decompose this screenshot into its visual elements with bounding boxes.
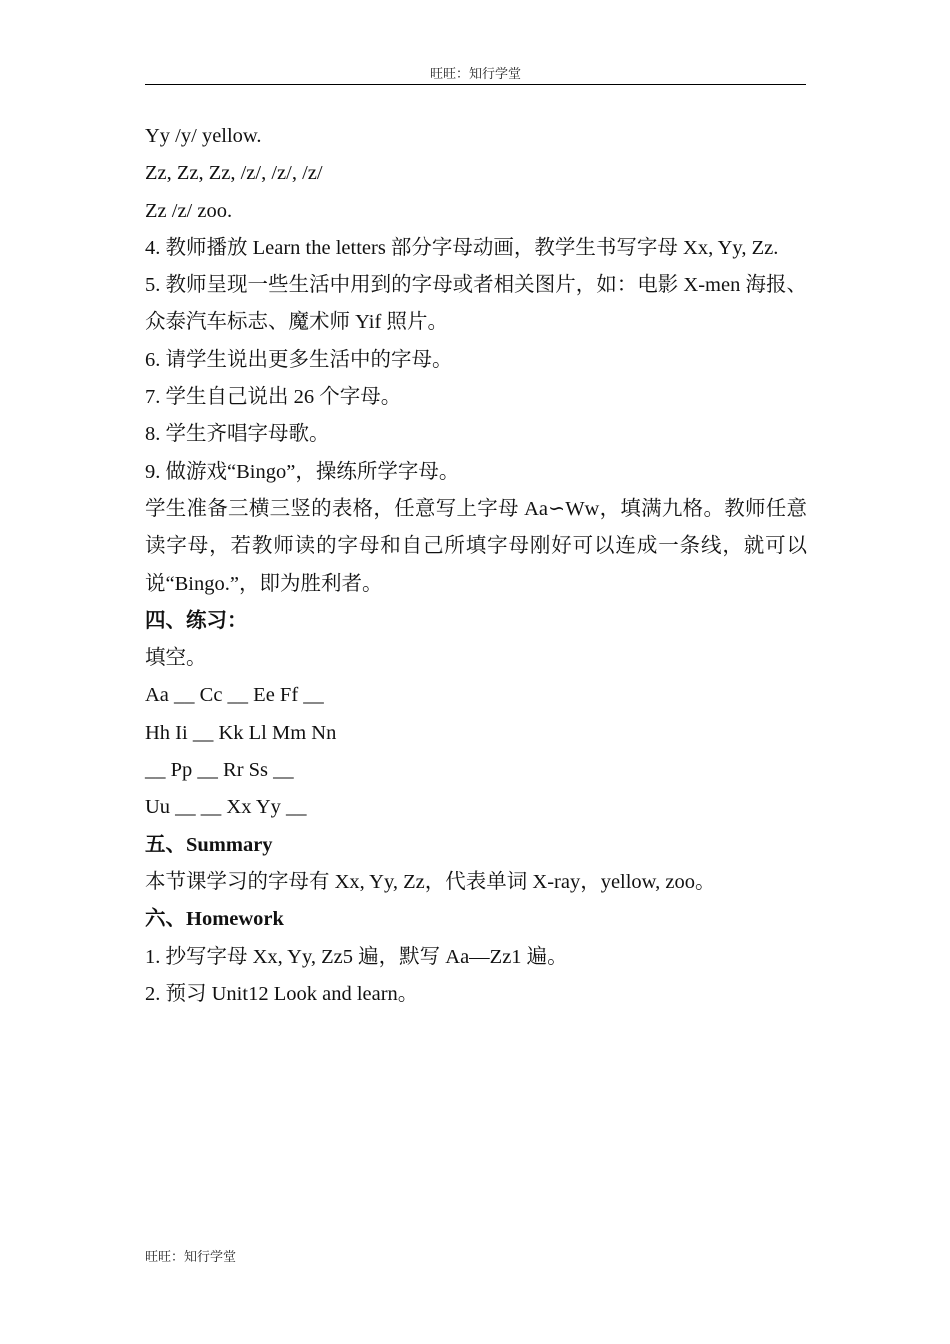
section-heading-summary: 五、Summary: [145, 833, 273, 856]
homework-line: 2. 预习 Unit12 Look and learn。: [145, 982, 419, 1005]
body-line: 4. 教师播放 Learn the letters 部分字母动画，教学生书写字母 Xx, Yy, Zz.: [145, 236, 779, 259]
document-body: [145, 118, 807, 1013]
exercise-intro: 填空。: [145, 647, 207, 670]
body-line: 学生准备三横三竖的表格，任意写上字母 Aa∽Ww，填满九格。教师任意读字母，若教师读的字母和自己所填字母刚好可以连成一条线，就可以说“Bingo.”，即为胜利者。: [145, 497, 807, 595]
body-line: Zz /z/ zoo.: [145, 199, 233, 222]
homework-line: 1. 抄写字母 Xx, Yy, Zz5 遍，默写 Aa—Zz1 遍。: [145, 945, 568, 968]
exercise-line: Hh Ii __ Kk Ll Mm Nn: [145, 721, 337, 744]
body-line: 5. 教师呈现一些生活中用到的字母或者相关图片，如：电影 X-men 海报、众泰汽车标志、魔术师 Yif 照片。: [145, 274, 807, 334]
summary-text: 本节课学习的字母有 Xx, Yy, Zz，代表单词 X-ray，yellow, zoo。: [145, 870, 716, 893]
body-line: Yy /y/ yellow.: [145, 125, 262, 147]
exercise-line: Aa __ Cc __ Ee Ff __: [145, 684, 324, 707]
body-line: 9. 做游戏“Bingo”，操练所学字母。: [145, 460, 460, 483]
body-line: 8. 学生齐唱字母歌。: [145, 423, 330, 446]
body-line: 6. 请学生说出更多生活中的字母。: [145, 348, 453, 371]
body-line: 7. 学生自己说出 26 个字母。: [145, 386, 402, 409]
section-heading-practice: 四、练习：: [145, 609, 248, 632]
exercise-line: __ Pp __ Rr Ss __: [145, 759, 294, 782]
page-header: 旺旺：知行学堂: [145, 64, 806, 85]
section-heading-homework: 六、Homework: [145, 908, 284, 931]
page-footer: 旺旺：知行学堂: [145, 1249, 237, 1264]
body-line: Zz, Zz, Zz, /z/, /z/, /z/: [145, 162, 323, 185]
exercise-line: Uu __ __ Xx Yy __: [145, 796, 307, 819]
